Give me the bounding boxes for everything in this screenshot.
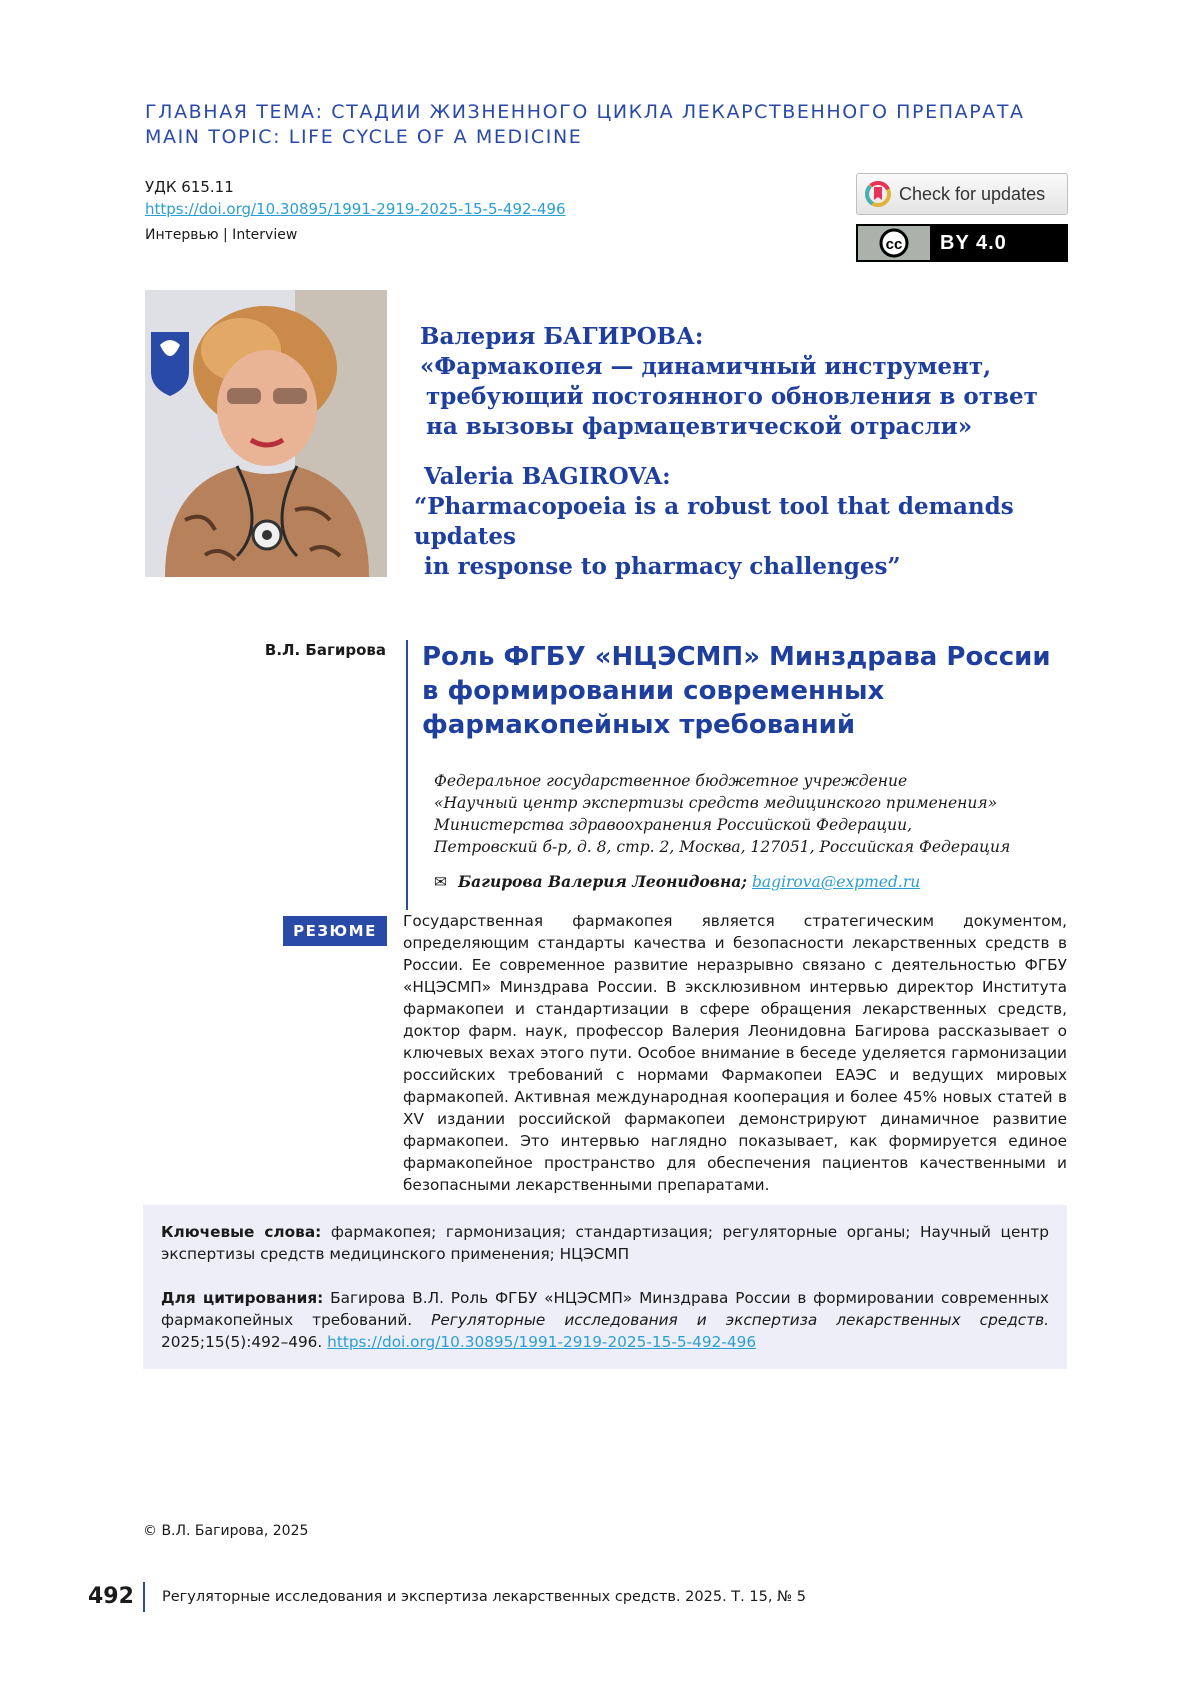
citation-journal: Регуляторные исследования и экспертиза лекарственных средств. xyxy=(431,1311,1049,1329)
article-title-line: фармакопейных требований xyxy=(422,710,856,740)
main-topic xyxy=(145,100,1025,150)
headline-ru-line: «Фармакопея — динамичный инструмент, xyxy=(420,353,992,380)
article-title-line: Роль ФГБУ «НЦЭСМП» Минздрава России xyxy=(422,642,1051,672)
footer-divider xyxy=(143,1582,145,1612)
check-for-updates-label: Check for updates xyxy=(899,183,1046,204)
copyright: © В.Л. Багирова, 2025 xyxy=(143,1523,309,1539)
corresponding-author xyxy=(434,872,920,891)
crossmark-icon xyxy=(865,181,891,207)
citation xyxy=(161,1287,1049,1353)
citation-label: Для цитирования: xyxy=(161,1289,324,1307)
author-short-name: В.Л. Багирова xyxy=(264,641,386,659)
check-for-updates-button[interactable] xyxy=(856,173,1068,215)
keywords-citation-box xyxy=(143,1205,1067,1369)
article-meta xyxy=(145,176,566,246)
citation-issue: 2025;15(5):492–496. xyxy=(161,1333,323,1351)
headline-ru-line: Валерия БАГИРОВА: xyxy=(420,323,704,350)
citation-doi-link[interactable]: https://doi.org/10.30895/1991-2919-2025-15-5-492-496 xyxy=(327,1333,757,1351)
footer-journal: Регуляторные исследования и экспертиза лекарственных средств. 2025. Т. 15, № 5 xyxy=(162,1589,806,1605)
contact-name: Багирова Валерия Леонидовна; xyxy=(457,872,748,891)
cc-glyph: cc xyxy=(885,236,903,253)
headline-ru-line: требующий постоянного обновления в ответ xyxy=(426,383,1038,410)
author-photo xyxy=(145,290,387,577)
abstract-label: РЕЗЮМЕ xyxy=(283,916,387,946)
headline-ru-line: на вызовы фармацевтической отрасли» xyxy=(426,413,973,440)
abstract-text: Государственная фармакопея является стратегическим документом, определяющим стандарты качества и безопасности лекарственных средств в России. Ее современное развитие неразрывно связано с деятельностью ФГБУ «НЦЭСМП» Минздрава России. В эксклюзивном интервью директор Института фармакопеи и стандартизации в сфере обращения лекарственных средств, доктор фарм. наук, профессор Валерия Леонидовна Багирова рассказывает о ключевых вехах этого пути. Особое внимание в беседе уделяется гармонизации российских требований с нормами Фармакопеи ЕАЭС и ведущих мировых фармакопей. Активная международная кооперация и более 45% новых статей в XV издании российской фармакопеи демонстрируют динамичное развитие фармакопеи. Это интервью наглядно показывает, как формируется единое фармакопейное пространство для обеспечения пациентов качественными и безопасными лекарственными препаратами. xyxy=(403,912,1067,1194)
affiliation-line: Петровский б-р, д. 8, стр. 2, Москва, 127051, Российская Федерация xyxy=(434,838,1011,856)
license-badge[interactable] xyxy=(856,224,1068,262)
keywords xyxy=(161,1221,1049,1265)
headline-en-line: in response to pharmacy challenges” xyxy=(424,553,901,580)
headline-en-line: Valeria BAGIROVA: xyxy=(424,463,671,490)
main-topic-en: MAIN TOPIC: LIFE CYCLE OF A MEDICINE xyxy=(145,126,583,148)
article-type: Интервью | Interview xyxy=(145,227,298,243)
page-number: 492 xyxy=(88,1584,134,1609)
doi-link[interactable]: https://doi.org/10.30895/1991-2919-2025-15-5-492-496 xyxy=(145,200,566,218)
envelope-icon: ✉ xyxy=(434,873,447,891)
headline-en xyxy=(414,462,1100,582)
article-title-line: в формировании современных xyxy=(422,676,885,706)
affiliation xyxy=(434,770,1074,858)
title-divider xyxy=(406,640,408,910)
affiliation-line: Министерства здравоохранения Российской Федерации, xyxy=(434,816,913,834)
headline-ru xyxy=(420,322,1100,442)
keywords-text: фармакопея; гармонизация; стандартизация; регуляторные органы; Научный центр экспертизы средств медицинского применения; НЦЭСМП xyxy=(161,1223,1049,1263)
article-title xyxy=(422,640,1062,742)
main-topic-ru: ГЛАВНАЯ ТЕМА: СТАДИИ ЖИЗНЕННОГО ЦИКЛА ЛЕКАРСТВЕННОГО ПРЕПАРАТА xyxy=(145,101,1025,123)
citation-text: Багирова В.Л. Роль ФГБУ «НЦЭСМП» Минздрава России в формировании современных фармакопейных требований. xyxy=(161,1289,1049,1329)
keywords-label: Ключевые слова: xyxy=(161,1223,322,1241)
license-label: BY 4.0 xyxy=(940,231,1007,254)
affiliation-line: Федеральное государственное бюджетное учреждение xyxy=(434,772,908,790)
interview-headline xyxy=(414,322,1100,582)
affiliation-line: «Научный центр экспертизы средств медицинского применения» xyxy=(434,794,998,812)
contact-email-link[interactable]: bagirova@expmed.ru xyxy=(751,873,921,891)
headline-en-line: “Pharmacopoeia is a robust tool that demands updates xyxy=(414,493,1014,550)
author-portrait-icon xyxy=(145,290,387,577)
creative-commons-icon xyxy=(858,226,930,260)
udc-code: УДК 615.11 xyxy=(145,178,234,196)
